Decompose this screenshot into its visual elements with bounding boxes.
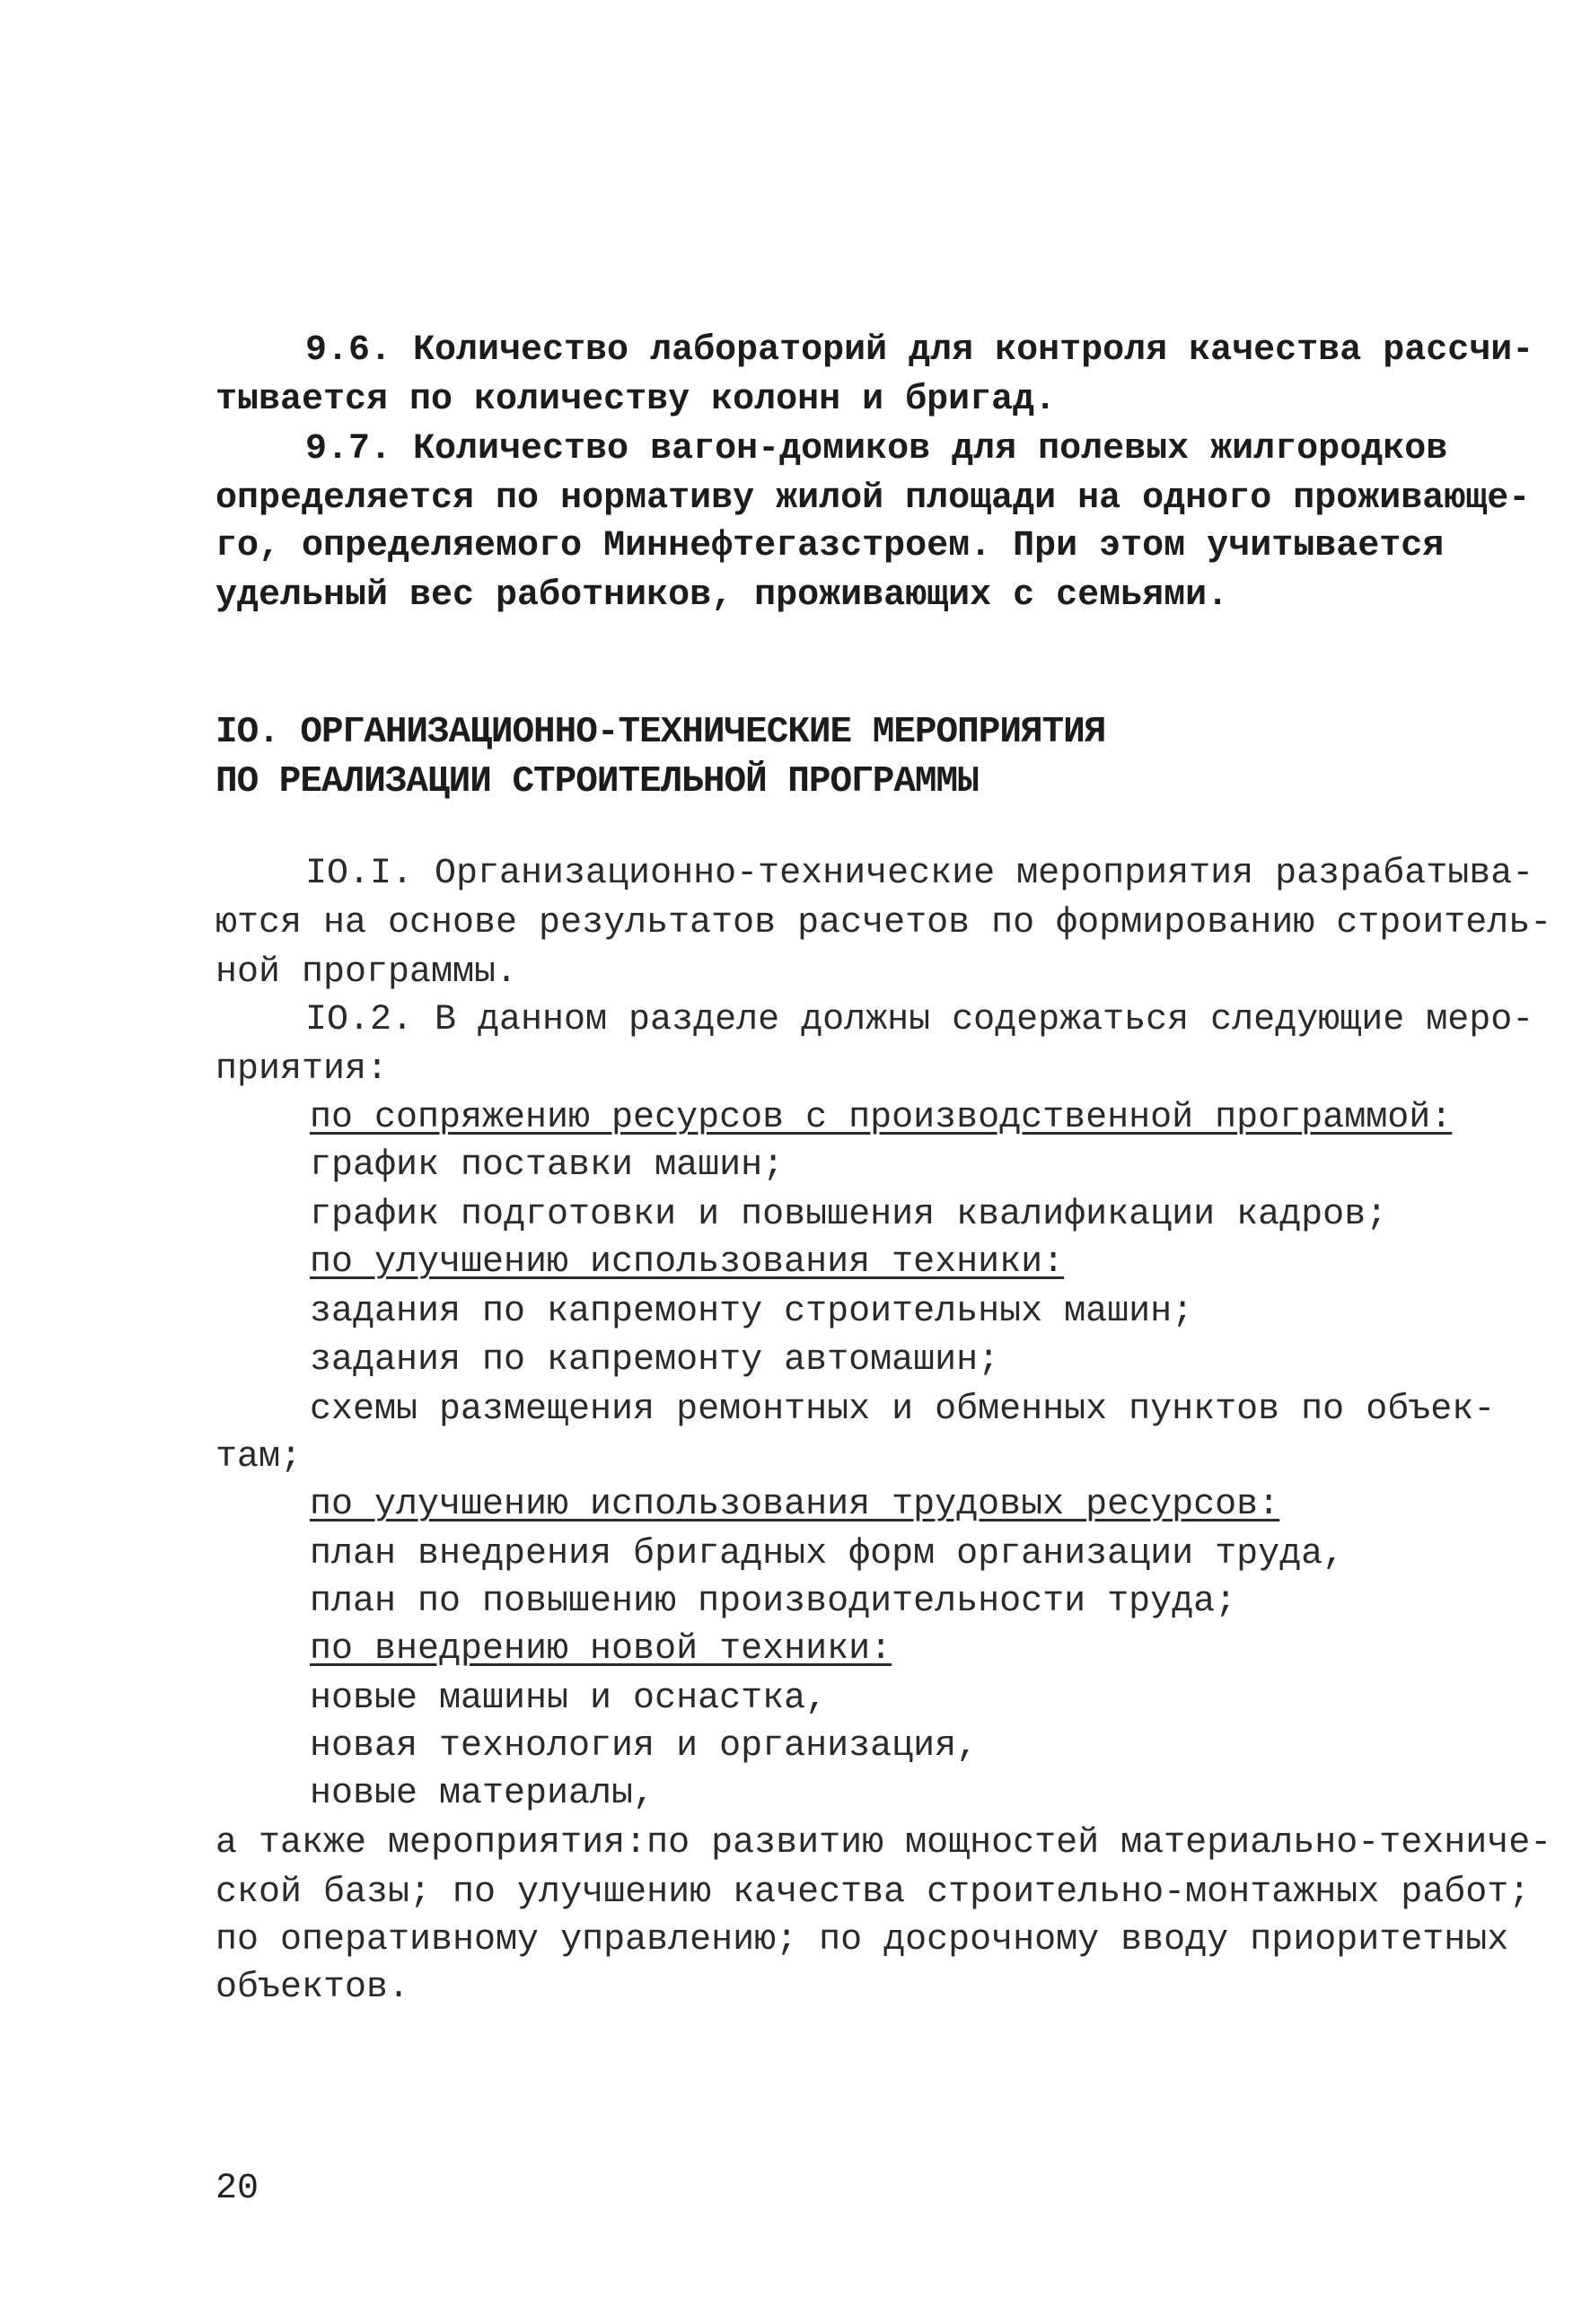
list-item-continuation: там; [215, 1437, 303, 1478]
paragraph-10-2-line-1: IO.2. В данном разделе должны содержаться следующие меро- [305, 1000, 1534, 1040]
paragraph-9-6-line-2: тывается по количеству колонн и бригад. [215, 380, 1057, 420]
list-item: задания по капремонту строительных машин; [310, 1292, 1194, 1332]
list-heading-resources: по сопряжению ресурсов с производственной программой: [310, 1098, 1453, 1138]
list-item: график подготовки и повышения квалификации кадров; [310, 1195, 1388, 1235]
section-heading-line-2: ПО РЕАЛИЗАЦИИ СТРОИТЕЛЬНОЙ ПРОГРАММЫ [215, 761, 979, 802]
list-item: план по повышению производительности труда; [310, 1582, 1237, 1622]
page-number: 20 [215, 2169, 259, 2209]
paragraph-10-1-line-1: IO.I. Организационно-технические мероприятия разрабатыва- [305, 854, 1534, 894]
paragraph-10-2-line-2: приятия: [215, 1049, 389, 1090]
paragraph-9-7-line-2: определяется по нормативу жилой площади на одного проживающе- [215, 478, 1531, 519]
list-item: график поставки машин; [310, 1145, 785, 1186]
paragraph-9-7-line-1: 9.7. Количество вагон-домиков для полевых жилгородков [305, 429, 1448, 469]
closing-line-1: а также мероприятия:по развитию мощностей материально-техниче- [215, 1823, 1552, 1864]
list-item: новые машины и оснастка, [310, 1679, 828, 1719]
list-item: задания по капремонту автомашин; [310, 1340, 1000, 1381]
section-heading-line-1: IO. ОРГАНИЗАЦИОННО-ТЕХНИЧЕСКИЕ МЕРОПРИЯТИЯ [215, 712, 1106, 753]
list-item: новые материалы, [310, 1774, 655, 1814]
paragraph-10-1-line-3: ной программы. [215, 952, 518, 993]
list-heading-machinery: по улучшению использования техники: [310, 1242, 1065, 1283]
list-heading-new-technology: по внедрению новой техники: [310, 1629, 892, 1670]
paragraph-10-1-line-2: ются на основе результатов расчетов по формированию строитель- [215, 903, 1552, 943]
list-item: план внедрения бригадных форм организации труда, [310, 1534, 1345, 1574]
list-heading-labor: по улучшению использования трудовых ресурсов: [310, 1485, 1280, 1525]
list-item: схемы размещения ремонтных и обменных пунктов по объек- [310, 1390, 1496, 1430]
closing-line-4: объектов. [215, 1968, 410, 2008]
paragraph-9-6-line-1: 9.6. Количество лабораторий для контроля качества рассчи- [305, 330, 1534, 371]
closing-line-3: по оперативному управлению; по досрочному вводу приоритетных [215, 1920, 1509, 1960]
closing-line-2: ской базы; по улучшению качества строительно-монтажных работ; [215, 1872, 1531, 1913]
paragraph-9-7-line-3: го, определяемого Миннефтегазстроем. При этом учитывается [215, 526, 1445, 566]
paragraph-9-7-line-4: удельный вес работников, проживающих с семьями. [215, 575, 1229, 616]
list-item: новая технология и организация, [310, 1726, 979, 1767]
